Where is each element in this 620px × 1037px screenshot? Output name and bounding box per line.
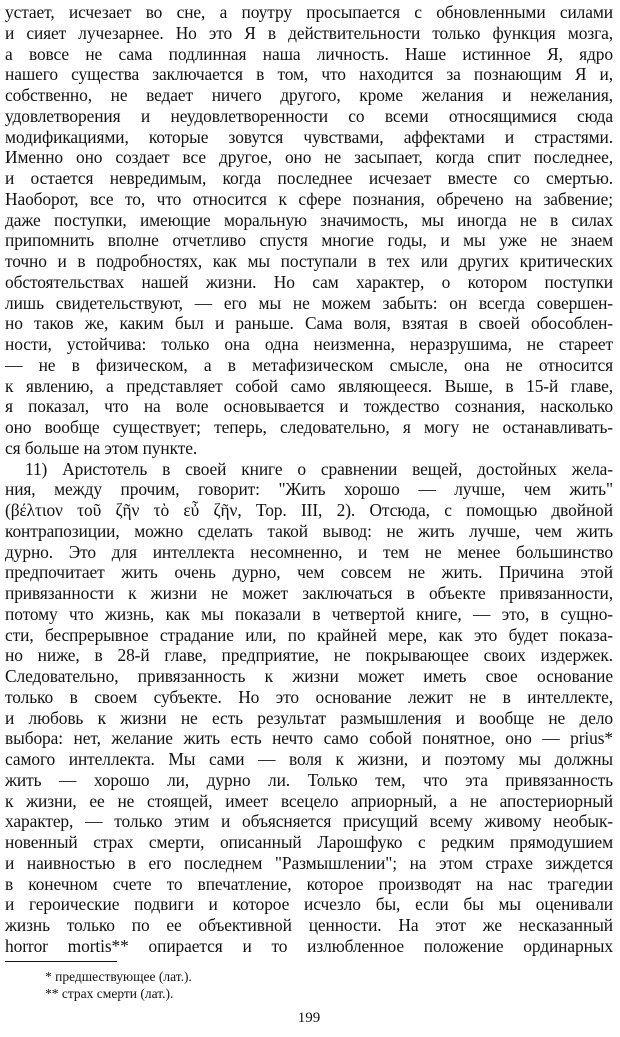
- text-line: характер, — только этим и объясняется присущий всему живому необык-: [5, 811, 613, 832]
- text-line: к явлению, а представляет собой само являющееся. Выше, в 15-й главе,: [5, 375, 613, 396]
- footnote-1: * предшествующее (лат.).: [45, 969, 192, 984]
- text-line: обстоятельствах нашей жизни. Но сам характер, о котором поступки: [5, 271, 613, 292]
- text-line: новенный страх смерти, описанный Ларошфуко с редким прямодушием: [5, 832, 613, 852]
- text-line: жить — хорошо ли, дурно ли. Только тем, что эта привязанность: [5, 769, 613, 790]
- text-line: выбора: нет, желание жить есть нечто само собой понятное, оно — prius*: [5, 728, 613, 749]
- text-line: — не в физическом, а в метафизическом смысле, она не относится: [5, 354, 613, 375]
- text-line: и остается невредимым, когда последнее исчезает вместе со смертью.: [5, 168, 613, 188]
- text-line: самого интеллекта. Мы сами — воля к жизни, и поэтому мы должны: [5, 749, 613, 769]
- text-line: 11) Аристотель в своей книге о сравнении вещей, достойных жела-: [25, 458, 613, 479]
- footnote-2: ** страх смерти (лат.).: [45, 986, 174, 1001]
- text-line: припомнить вполне отчетливо спустя многие годы, и мы уже не знаем: [5, 230, 613, 251]
- text-line: привязанности к жизни не может заключаться в объекте привязанности,: [5, 583, 613, 603]
- text-line: предпочитает жить очень дурно, чем совсем не жить. Причина этой: [5, 562, 613, 583]
- text-line: а вовсе не сама подлинная наша личность. Наше истинное Я, ядро: [5, 43, 613, 64]
- text-line: Наоборот, все то, что относится к сфере познания, обречено на забвение;: [5, 188, 613, 209]
- text-line: потому что жизнь, как мы показали в четвертой книге, — это, в сущно-: [5, 603, 613, 624]
- text-line: и сияет лучезарнее. Но это Я в действительности только функция мозга,: [5, 22, 613, 43]
- footnote-divider: [5, 961, 117, 962]
- text-line: нашего существа заключается в том, что находится за познающим Я и,: [5, 64, 613, 85]
- text-line: ся больше на этом пункте.: [5, 437, 198, 458]
- text-line: к жизни, ее не стоящей, имеет всецело априорный, а не апостериорный: [5, 790, 613, 811]
- text-line: удовлетворения и неудовлетворенности со всеми относящимися сюда: [5, 105, 613, 126]
- text-line: модификациями, которые зовутся чувствами, аффектами и страстями.: [5, 126, 613, 147]
- text-line: Именно оно создает все другое, оно не засыпает, когда спит последнее,: [5, 147, 613, 168]
- text-line: сти, беспрерывное страдание или, по крайней мере, как это будет показа-: [5, 624, 613, 645]
- text-line: контрапозиции, можно сделать такой вывод: не жить лучше, чем жить: [5, 520, 613, 541]
- text-line: (βέλτιον τοῦ ζῆν τὸ εὖ ζῆν, Top. III, 2). Отсюда, с помощью двойной: [5, 500, 613, 520]
- text-line: но ниже, в 28-й главе, предприятие, не покрывающее своих издержек.: [5, 645, 613, 666]
- text-line: и любовь к жизни не есть результат размышления и вообще не дело: [5, 707, 613, 728]
- text-line: в конечном счете то впечатление, которое производят на нас трагедии: [5, 873, 613, 894]
- text-line: я показал, что на воле основывается и тождество сознания, насколько: [5, 396, 613, 417]
- text-line: и наивностью в его последнем "Размышлении"; на этом страхе зиждется: [5, 852, 613, 873]
- text-line: точно и в подробностях, как мы поступали в тех или других критических: [5, 251, 613, 271]
- text-line: жизнь только по ее объективной ценности. На этот же несказанный: [5, 915, 613, 935]
- text-line: оно вообще существует; теперь, следовательно, я могу не останавливать-: [5, 417, 613, 437]
- text-line: лишь свидетельствуют, — его мы не можем забыть: он всегда совершен-: [5, 292, 613, 313]
- text-line: только в своем субъекте. Но это основание лежит не в интеллекте,: [5, 686, 613, 707]
- text-line: ности, устойчива: только она одна неизменна, неразрушима, не стареет: [5, 334, 613, 354]
- text-line: horror mortis** опирается и то излюбленное положение ординарных: [5, 935, 613, 956]
- text-line: Следовательно, привязанность к жизни может иметь свое основание: [5, 666, 613, 686]
- text-line: даже поступки, имеющие моральную значимость, мы иногда не в силах: [5, 209, 613, 230]
- text-line: ния, между прочим, говорит: "Жить хорошо — лучше, чем жить": [5, 479, 613, 500]
- text-line: но таков же, каким был и раньше. Сама воля, взятая в своей обособлен-: [5, 313, 613, 334]
- text-line: собственно, не ведает ничего другого, кроме желания и нежелания,: [5, 85, 613, 105]
- text-line: устает, исчезает во сне, а поутру просыпается с обновленными силами: [5, 2, 613, 22]
- page-number: 199: [297, 1010, 321, 1026]
- text-line: дурно. Это для интеллекта несомненно, и тем не менее большинство: [5, 541, 613, 562]
- text-line: и героические подвиги и которое исчезло бы, если бы мы оценивали: [5, 894, 613, 915]
